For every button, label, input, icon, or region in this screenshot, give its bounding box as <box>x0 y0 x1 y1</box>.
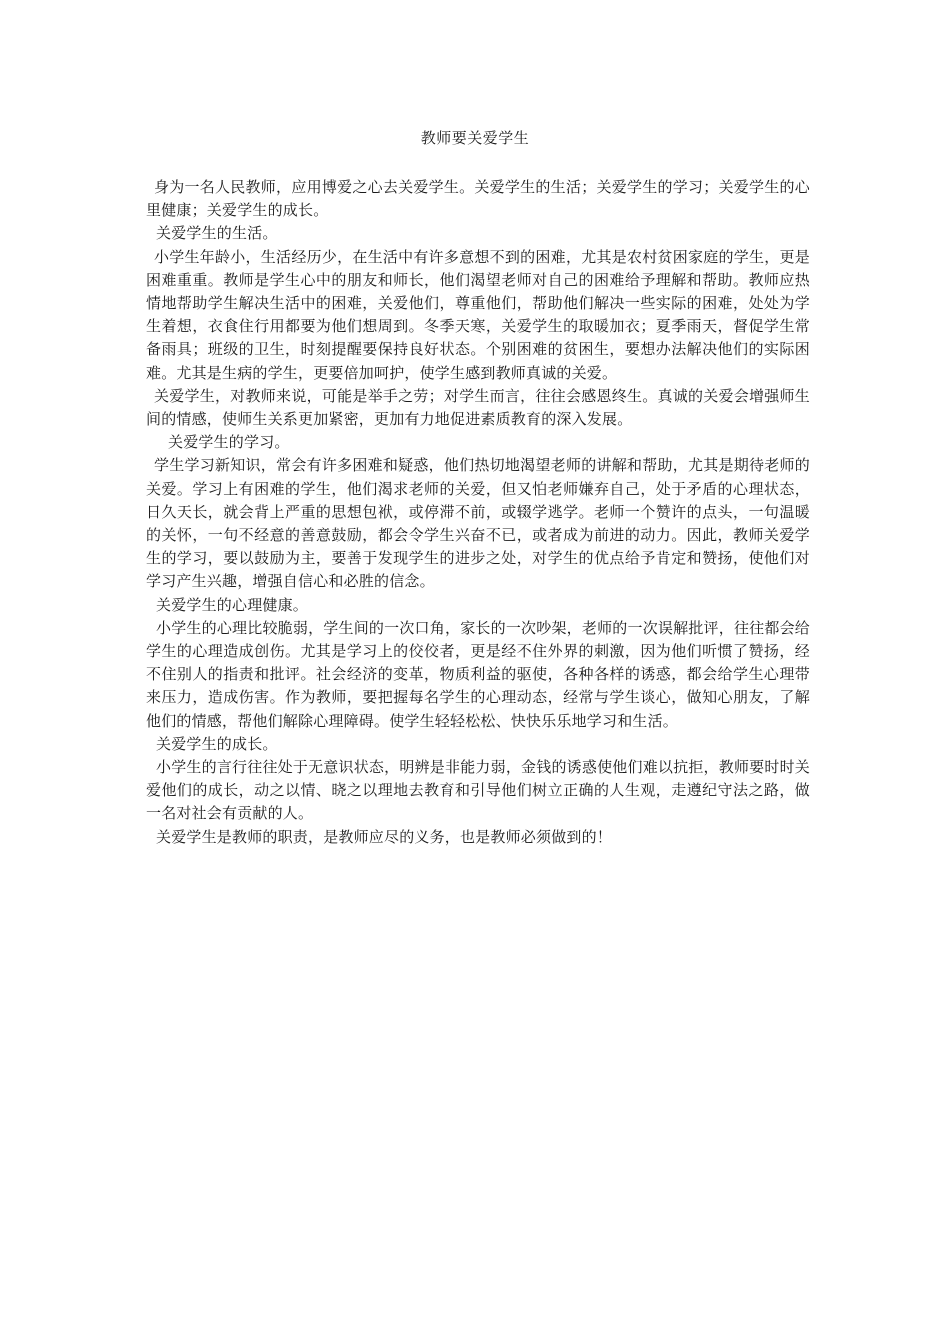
heading-study: 关爱学生的学习。 <box>168 433 290 452</box>
paragraph-growth: 小学生的言行往往处于无意识状态，明辨是非能力弱，金钱的诱惑使他们难以抗拒，教师要时时关爱他们的成长，动之以情、晓之以理地去教育和引导他们树立正确的人生观，走遵纪守法之路，做一名对社会有贡献的人。 <box>146 758 810 823</box>
paragraph-mental-health: 小学生的心理比较脆弱，学生间的一次口角，家长的一次吵架，老师的一次误解批评，往往都会给学生的心理造成创伤。尤其是学习上的佼佼者，更是经不住外界的刺激，因为他们听惯了赞扬，经不住别人的指责和批评。社会经济的变革，物质利益的驱使，各种各样的诱惑，都会给学生心理带来压力，造成伤害。作为教师，要把握每名学生的心理动态，经常与学生谈心，做知心朋友，了解他们的情感，帮他们解除心理障碍。使学生轻轻松松、快快乐乐地学习和生活。 <box>146 618 810 730</box>
heading-mental-health: 关爱学生的心理健康。 <box>156 595 309 614</box>
paragraph-life-summary: 关爱学生，对教师来说，可能是举手之劳；对学生而言，往往会感恩终生。真诚的关爱会增强师生间的情感，使师生关系更加紧密，更加有力地促进素质教育的深入发展。 <box>146 386 810 429</box>
paragraph-life: 小学生年龄小，生活经历少，在生活中有许多意想不到的困难，尤其是农村贫困家庭的学生，更是困难重重。教师是学生心中的朋友和师长，他们渴望老师对自己的困难给予理解和帮助。教师应热情地帮助学生解决生活中的困难，关爱他们，尊重他们，帮助他们解决一些实际的困难，处处为学生着想，衣食住行用都要为他们想周到。冬季天寒，关爱学生的取暖加衣；夏季雨天，督促学生常备雨具；班级的卫生，时刻提醒要保持良好状态。个别困难的贫困生，要想办法解决他们的实际困难。尤其是生病的学生，更要倍加呵护，使学生感到教师真诚的关爱。 <box>146 247 810 382</box>
document-title: 教师要关爱学生 <box>420 129 530 147</box>
paragraph-conclusion: 关爱学生是教师的职责，是教师应尽的义务，也是教师必须做到的！ <box>156 827 613 846</box>
heading-growth: 关爱学生的成长。 <box>156 734 278 753</box>
paragraph-study: 学生学习新知识，常会有许多困难和疑惑，他们热切地渴望老师的讲解和帮助，尤其是期待老师的关爱。学习上有困难的学生，他们渴求老师的关爱，但又怕老师嫌弃自己，处于矛盾的心理状态，日久天长，就会背上严重的思想包袱，或停滞不前，或辍学逃学。老师一个赞许的点头，一句温暖的关怀，一句不经意的善意鼓励，都会令学生兴奋不已，或者成为前进的动力。因此，教师关爱学生的学习，要以鼓励为主，要善于发现学生的进步之处，对学生的优点给予肯定和赞扬，使他们对学习产生兴趣，增强自信心和必胜的信念。 <box>146 456 810 591</box>
document-body <box>146 176 810 849</box>
heading-life: 关爱学生的生活。 <box>156 224 278 243</box>
paragraph-intro: 身为一名人民教师，应用博爱之心去关爱学生。关爱学生的生活；关爱学生的学习；关爱学生的心里健康；关爱学生的成长。 <box>146 178 810 220</box>
